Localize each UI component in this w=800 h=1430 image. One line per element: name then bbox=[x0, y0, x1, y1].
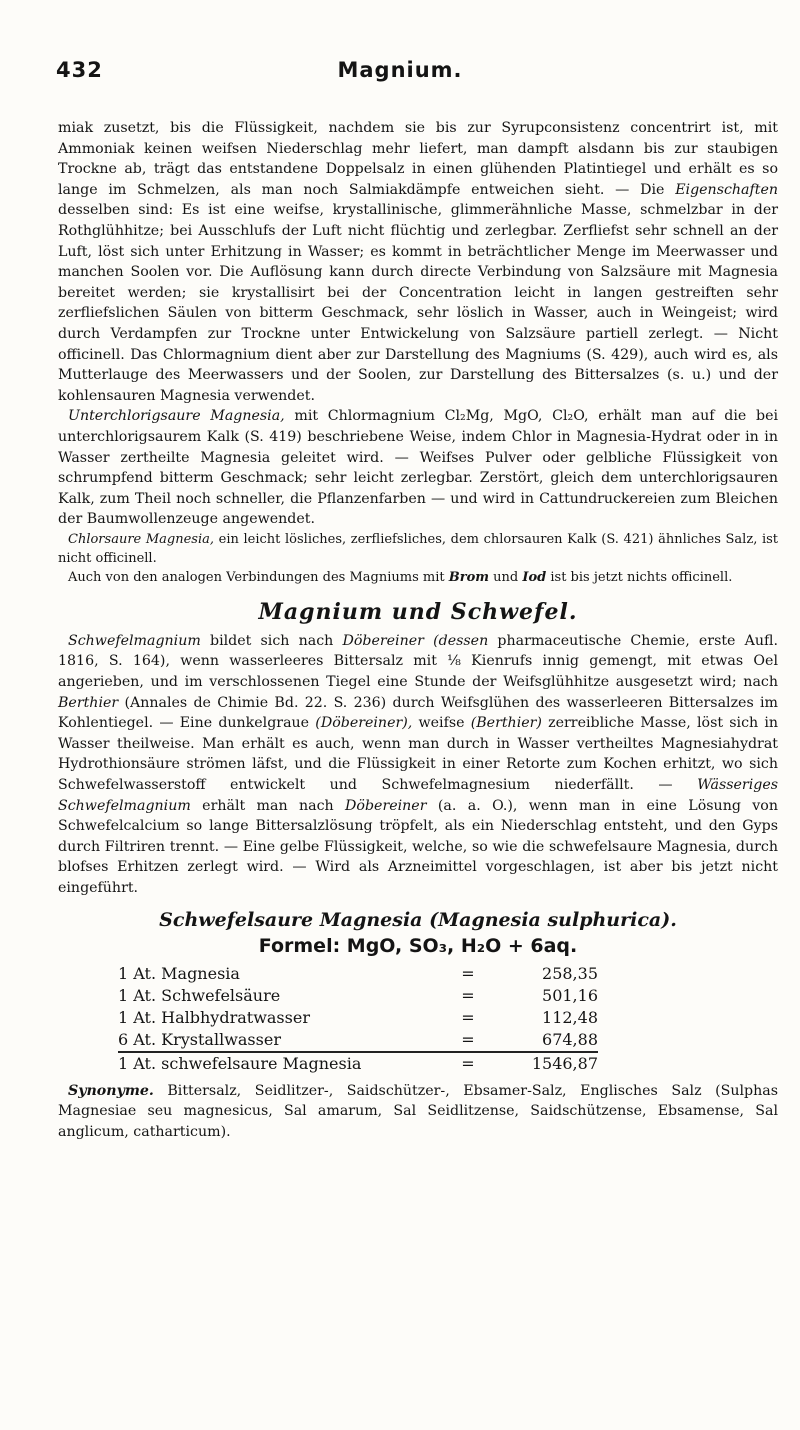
section-title: Magnium und Schwefel. bbox=[258, 598, 578, 625]
subsection-title: Schwefelsaure Magnesia (Magnesia sulphurica). bbox=[159, 908, 677, 931]
synonyme-label: Synonyme. bbox=[68, 1082, 154, 1099]
composition-table bbox=[118, 963, 598, 1075]
paragraph-schwefelmagnium: Schwefelmagnium bildet sich nach Döbereiner (dessen pharmaceutische Chemie, erste Aufl. 1816, S. 164), wenn wasserleeres Bittersalz mit ⅛ Kienrufs innig gemengt, mit etwas Oel angerieben, und im verschlossenen Tiegel eine Stunde der Weifsglühhitze ausgesetzt wird; nach Berthier (Annales de Chimie Bd. 22. S. 236) durch Weifsglühen des wasserleeren Bittersalzes im Kohlentiegel. — Eine dunkelgraue (Döbereiner), weifse (Berthier) zerreibliche Masse, löst sich in Wasser theilweise. Man erhält es auch, wenn man durch in Wasser vertheiltes Magnesiahydrat Hydrothionsäure strömen läfst, und die Flüssigkeit in einer Retorte zum Kochen erhitzt, wo sich Schwefelwasserstoff entwickelt und Schwefelmagnesium niederfällt. — Wässeriges Schwefelmagnium erhält man nach Döbereiner (a. a. O.), wenn man in eine Lösung von Schwefelcalcium so lange Bittersalzlösung tröpfelt, als ein Niederschlag entsteht, und den Gyps durch Filtriren trennt. — Eine gelbe Flüssigkeit, welche, so wie die schwefelsaure Magnesia, durch blofses Erhitzen zerlegt wird. — Wird als Arzneimittel vorgeschlagen, ist aber bis jetzt nicht eingeführt. bbox=[58, 632, 779, 896]
term-chlorsaure-magnesia: Chlorsaure Magnesia, bbox=[68, 531, 215, 547]
paragraph-synonyme: Synonyme. Bittersalz, Seidlitzer-, Saidschützer-, Ebsamer-Salz, Englisches Salz (Sulphas Magnesiae seu magnesicus, Sal amarum, Sal Seidlitzense, Saidschützense, Ebsamense, Sal anglicum, catharticum). bbox=[58, 1082, 778, 1140]
table-total-row: 1 At. schwefelsaure Magnesia = 1546,87 bbox=[118, 1052, 598, 1075]
table-row: 1 At. Schwefelsäure = 501,16 bbox=[118, 986, 598, 1006]
table-row: 1 At. Magnesia = 258,35 bbox=[118, 964, 598, 984]
table-row: 6 At. Krystallwasser = 674,88 bbox=[118, 1029, 598, 1052]
page-body bbox=[58, 118, 778, 1142]
table-row: 1 At. Halbhydratwasser = 112,48 bbox=[118, 1008, 598, 1028]
running-title: Magnium. bbox=[337, 58, 463, 82]
formula: Formel: MgO, SO₃, H₂O + 6aq. bbox=[258, 934, 578, 957]
paragraph-chlorsaure: Chlorsaure Magnesia, ein leicht lösliches, zerfliefsliches, dem chlorsauren Kalk (S. 421) ähnliches Salz, ist nicht officinell. bbox=[58, 531, 779, 566]
paragraph-chlormagnium: miak zusetzt, bis die Flüssigkeit, nachdem sie bis zur Syrupconsistenz concentrirt ist, mit Ammoniak keinen weifsen Niederschlag mehr liefert, man dampft alsdann bis zur staubigen Trockne ab, trägt das entstandene Doppelsalz in einen glühenden Platintiegel und erhält es so lange im Schmelzen, als man noch Salmiakdämpfe entweichen sieht. — Die Eigenschaften desselben sind: Es ist eine weifse, krystallinische, glimmerähnliche Masse, schmelzbar in der Rothglühhitze; bei Ausschlufs der Luft nicht flüchtig und zerlegbar. Zerfliefst sehr schnell an der Luft, löst sich unter Erhitzung in Wasser; es kommt in beträchtlicher Menge im Meerwasser und manchen Soolen vor. Die Auflösung kann durch directe Verbindung von Salzsäure mit Magnesia bereitet werden; sie krystallisirt bei der Concentration leicht in langen gestreiften sehr zerfliefslichen Säulen von bitterm Geschmack, sehr löslich in Wasser, auch in Weingeist; wird durch Verdampfen zur Trockne unter Entwickelung von Salzsäure partiell zerlegt. — Nicht officinell. Das Chlormagnium dient aber zur Darstellung des Magniums (S. 429), auch wird es, als Mutterlauge des Meerwassers und der Soolen, zur Darstellung des Bittersalzes (s. u.) und der kohlensauren Magnesia verwendet. bbox=[58, 120, 779, 404]
page-number: 432 bbox=[56, 58, 103, 82]
term-unterchlorigsaure-magnesia: Unterchlorigsaure Magnesia, bbox=[68, 408, 285, 425]
paragraph-unterchlorigsaure: Unterchlorigsaure Magnesia, mit Chlormagnium Cl₂Mg, MgO, Cl₂O, erhält man auf die bei unterchlorigsaurem Kalk (S. 419) beschriebene Weise, indem Chlor in Magnesia-Hydrat oder in in Wasser zertheilte Magnesia geleitet wird. — Weifses Pulver oder gelbliche Flüssigkeit von schrumpfend bitterm Geschmack; sehr leicht zerlegbar. Zerstört, gleich dem unterchlorigsauren Kalk, zum Theil noch schneller, die Pflanzenfarben — und wird in Cattundruckereien zum Bleichen der Baumwollenzeuge angewendet. bbox=[58, 408, 778, 528]
paragraph-brom-iod: Auch von den analogen Verbindungen des Magniums mit Brom und Iod ist bis jetzt nichts officinell. bbox=[68, 569, 733, 585]
emphasis-eigenschaften: Eigenschaften bbox=[675, 181, 779, 198]
